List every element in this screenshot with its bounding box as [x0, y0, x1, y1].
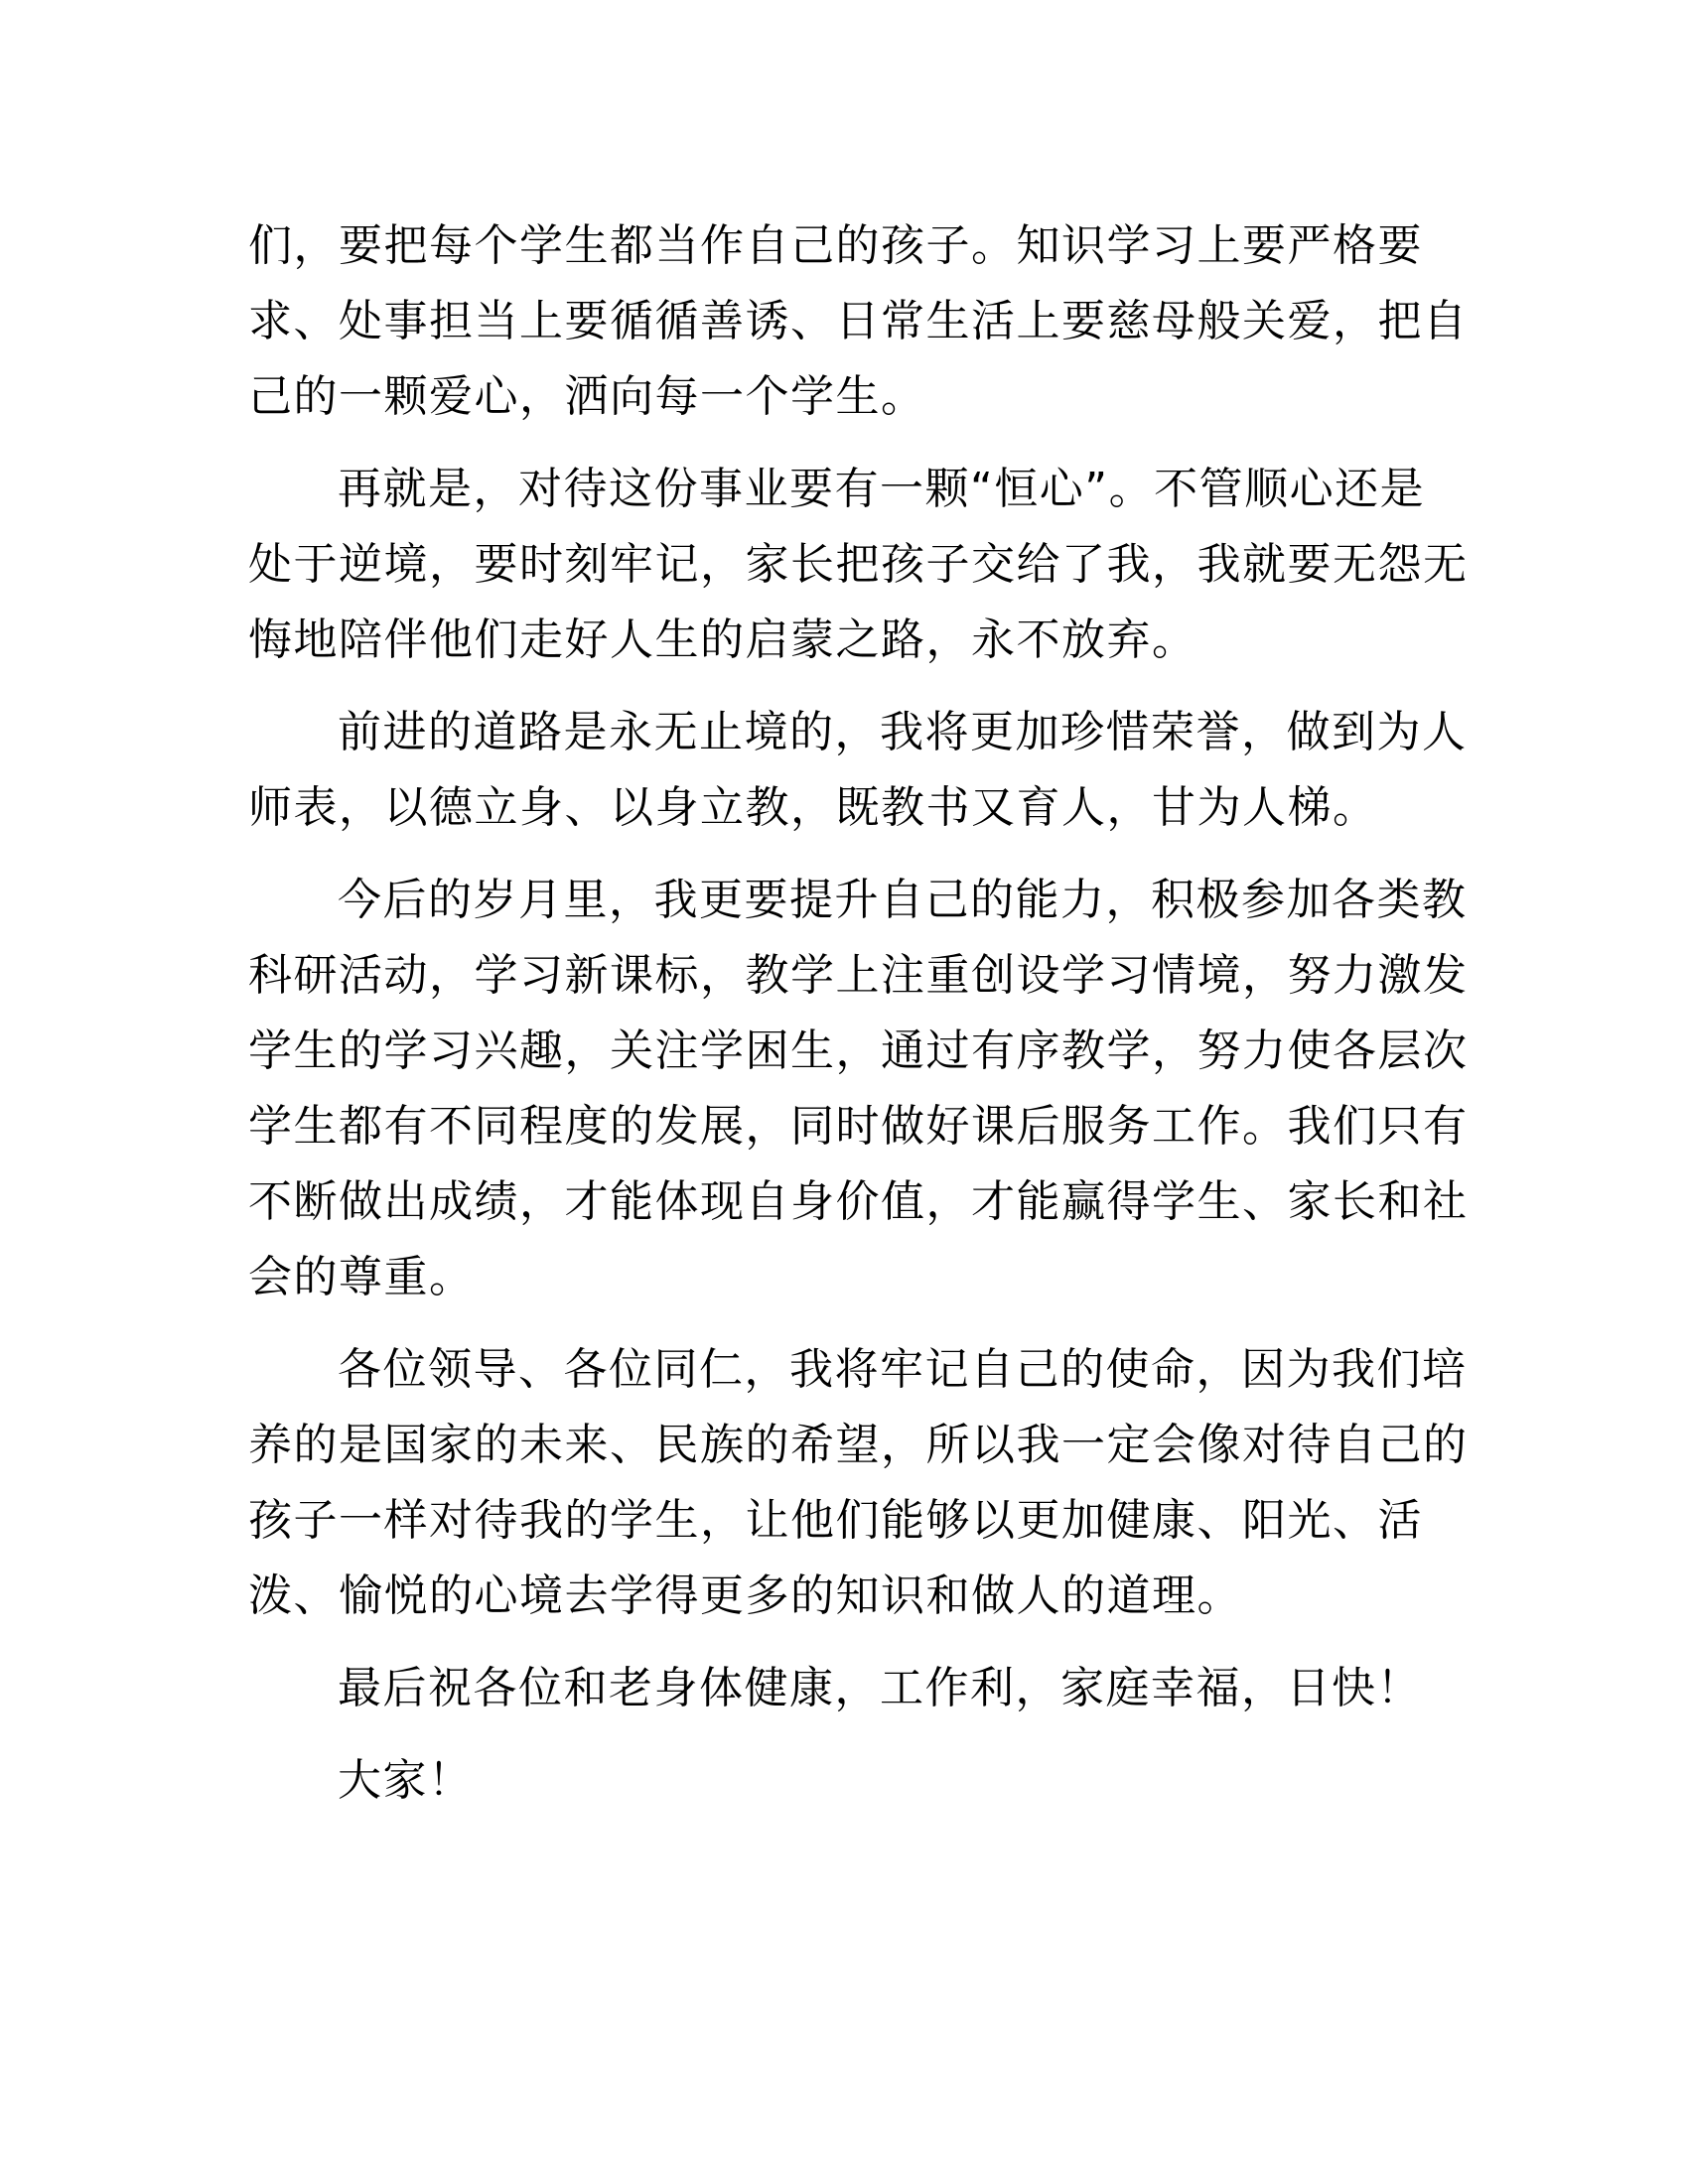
text-line: 各位领导、各位同仁，我将牢记自己的使命，因为我们培: [338, 1344, 1468, 1395]
document-page: [248, 208, 1469, 1836]
text-line: 处于逆境，要时刻牢记，家长把孩子交给了我，我就要无怨无: [248, 539, 1469, 590]
text-line: 们，要把每个学生都当作自己的孩子。知识学习上要严格要: [248, 220, 1423, 271]
text-line: 不断做出成绩，才能体现自身价值，才能赢得学生、家长和社: [248, 1176, 1469, 1227]
paragraph: [248, 863, 1469, 1315]
text-line: 学生的学习兴趣，关注学困生，通过有序教学，努力使各层次: [248, 1025, 1469, 1076]
text-line: 再就是，对待这份事业要有一颗“恒心”。不管顺心还是: [338, 464, 1426, 514]
text-line: 大家！: [338, 1755, 474, 1806]
paragraph: [248, 695, 1468, 846]
paragraph: [248, 1651, 1440, 1726]
text-line: 会的尊重。: [248, 1252, 475, 1302]
paragraph: [248, 452, 1469, 678]
text-line: 孩子一样对待我的学生，让他们能够以更加健康、阳光、活: [248, 1495, 1423, 1546]
text-line: 求、处事担当上要循循善诱、日常生活上要慈母般关爱，把自: [248, 296, 1469, 346]
text-line: 科研活动，学习新课标，教学上注重创设学习情境，努力激发: [248, 950, 1469, 1001]
text-line: 己的一颗爱心，洒向每一个学生。: [248, 371, 926, 422]
paragraph: [248, 208, 1469, 435]
paragraph: [248, 1332, 1469, 1634]
text-line: 师表，以德立身、以身立教，既教书又育人，甘为人梯。: [248, 782, 1378, 833]
text-line: 悔地陪伴他们走好人生的启蒙之路，永不放弃。: [248, 614, 1197, 665]
text-line: 今后的岁月里，我更要提升自己的能力，积极参加各类教: [338, 875, 1468, 925]
paragraph: [248, 1743, 1440, 1819]
text-line: 最后祝各位和老身体健康，工作利，家庭幸福，日快！: [338, 1663, 1422, 1713]
text-line: 学生都有不同程度的发展，同时做好课后服务工作。我们只有: [248, 1101, 1469, 1152]
text-line: 泼、愉悦的心境去学得更多的知识和做人的道理。: [248, 1570, 1242, 1621]
text-line: 前进的道路是永无止境的，我将更加珍惜荣誉，做到为人: [338, 707, 1468, 757]
text-line: 养的是国家的未来、民族的希望，所以我一定会像对待自己的: [248, 1420, 1469, 1470]
